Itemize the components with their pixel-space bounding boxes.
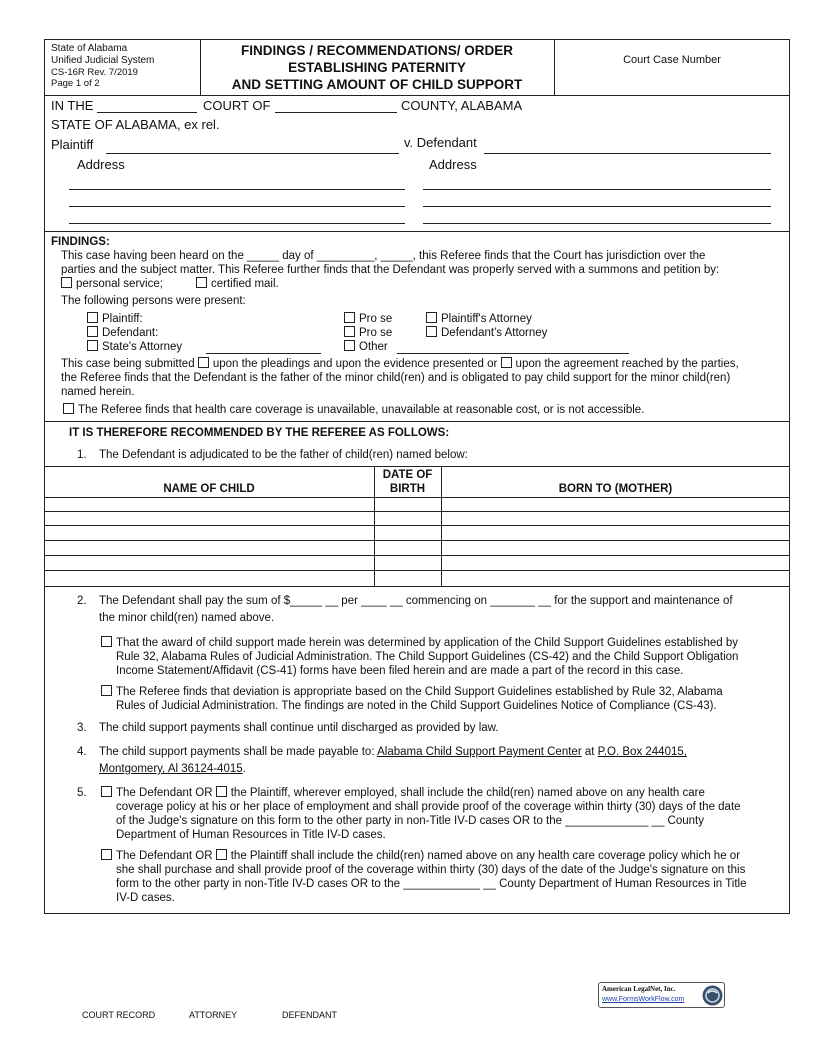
employer-coverage-option — [101, 786, 705, 800]
item-number: 2. — [77, 595, 87, 607]
option-line: The Referee finds that deviation is appropriate based on the Child Support Guidelines established by Rule 32, Alabama — [116, 686, 723, 698]
court-of-label: COURT OF — [203, 98, 271, 113]
recommendations-heading: IT IS THEREFORE RECOMMENDED BY THE REFEREE AS FOLLOWS: — [69, 427, 450, 439]
item-2-text: the minor child(ren) named above. — [99, 612, 275, 624]
system-label: Unified Judicial System — [51, 55, 155, 66]
defendant-name-field[interactable] — [484, 153, 771, 154]
item-number: 3. — [77, 722, 87, 734]
option-text: the Plaintiff, wherever employed, shall include the child(ren) named above on any health care — [230, 787, 705, 799]
item-2-text: The Defendant shall pay the sum of $_____ __ per ____ __ commencing on _______ __ for the support and maintenance of — [99, 595, 733, 607]
option-line: coverage policy at his or her place of employment and shall provide proof of the coverage within thirty (30) days of the date — [116, 801, 741, 813]
table-bottom-border — [44, 586, 790, 587]
defendants-attorney-option[interactable] — [426, 326, 547, 340]
option-line: That the award of child support made herein was determined by application of the Child Support Guidelines established by — [116, 637, 739, 649]
checkbox[interactable] — [63, 403, 74, 414]
item-number: 5. — [77, 787, 87, 799]
table-row[interactable] — [44, 540, 790, 541]
logo-website[interactable]: www.FormsWorkFlow.com — [602, 996, 685, 1003]
defendant-present-option[interactable] — [87, 326, 158, 340]
county-label: COUNTY, ALABAMA — [401, 98, 523, 113]
option-line: Rules of Judicial Administration. The findings are noted in the Child Support Guidelines Notice of Compliance (CS-43). — [116, 700, 717, 712]
findings-heading: FINDINGS: — [51, 236, 110, 248]
item-4-text — [99, 745, 687, 759]
checkbox[interactable] — [426, 312, 437, 323]
checkbox[interactable] — [101, 685, 112, 696]
item-3-text: The child support payments shall continue until discharged as provided by law. — [99, 722, 499, 734]
date-of-birth-header — [374, 468, 441, 496]
option-text: The Defendant OR — [116, 787, 213, 799]
purchased-coverage-option — [101, 849, 740, 863]
option-label: Pro se — [359, 327, 393, 339]
health-coverage-option[interactable] — [63, 403, 644, 417]
checkbox[interactable] — [426, 326, 437, 337]
checkbox[interactable] — [101, 636, 112, 647]
submitted-text: upon the agreement reached by the parties, — [515, 358, 739, 370]
court-type-field[interactable] — [97, 112, 197, 113]
plaintiff-checkbox[interactable] — [216, 849, 227, 860]
name-of-child-header: NAME OF CHILD — [163, 483, 255, 495]
title-line: FINDINGS / RECOMMENDATIONS/ ORDER — [240, 43, 513, 58]
defendant-address-line[interactable] — [423, 223, 771, 224]
option-text: The Defendant OR — [116, 850, 213, 862]
divider — [44, 231, 790, 232]
checkbox[interactable] — [344, 312, 355, 323]
checkbox[interactable] — [87, 312, 98, 323]
table-row[interactable] — [44, 511, 790, 512]
checkbox[interactable] — [61, 277, 72, 288]
table-row[interactable] — [44, 525, 790, 526]
option-line: IV-D cases. — [116, 892, 175, 904]
submitted-line — [61, 357, 739, 371]
plaintiff-address-line[interactable] — [69, 223, 405, 224]
option-text: the Plaintiff shall include the child(ren) named above on any health care coverage policy which he or — [230, 850, 741, 862]
table-row[interactable] — [44, 555, 790, 556]
deviation-checkbox[interactable] — [101, 685, 116, 698]
findings-text: parties and the subject matter. This Referee further finds that the Defendant was properly served with a summons and petition by: — [61, 264, 720, 276]
divider — [44, 421, 790, 422]
divider — [554, 39, 555, 96]
states-attorney-name-field[interactable] — [206, 353, 321, 354]
option-line: she shall purchase and shall provide proof of the coverage within thirty (30) days of the date of the Judge's signature on this — [116, 864, 746, 876]
table-top-border — [44, 466, 790, 467]
defendant-address-line[interactable] — [423, 189, 771, 190]
defendant-address-line[interactable] — [423, 206, 771, 207]
guidelines-checkbox[interactable] — [101, 636, 116, 649]
court-name-field[interactable] — [275, 112, 397, 113]
option-line: form to the other party in non-Title IV-D cases OR to the ____________ __ County Department of Human Resources in Title — [116, 878, 747, 890]
plaintiffs-attorney-option[interactable] — [426, 312, 532, 326]
option-label: Pro se — [359, 313, 393, 325]
option-label: Other — [359, 341, 388, 353]
checkbox[interactable] — [196, 277, 207, 288]
option-line: Department of Human Resources in Title IV-D cases. — [116, 829, 386, 841]
item-4-at: at — [584, 746, 595, 758]
option-label: The Referee finds that health care coverage is unavailable, unavailable at reasonable cost, or is not accessible. — [78, 404, 645, 416]
born-to-mother-header: BORN TO (MOTHER) — [558, 483, 673, 495]
item-number: 4. — [77, 746, 87, 758]
plaintiff-label: Plaintiff — [51, 137, 94, 152]
checkbox[interactable] — [344, 340, 355, 351]
guidelines-option-text — [116, 636, 781, 678]
payee-address: P.O. Box 244015, — [597, 746, 687, 758]
publisher-logo — [598, 982, 725, 1008]
title-line: ESTABLISHING PATERNITY — [288, 60, 466, 75]
item-number: 1. — [77, 449, 87, 461]
globe-icon — [701, 984, 724, 1007]
table-row[interactable] — [44, 570, 790, 571]
checkbox[interactable] — [344, 326, 355, 337]
present-label: The following persons were present: — [61, 295, 246, 307]
defendant-checkbox[interactable] — [101, 849, 112, 860]
payee-name: Alabama Child Support Payment Center — [377, 746, 582, 758]
item-4-lead: The child support payments shall be made payable to: — [99, 746, 375, 758]
payee-city: Montgomery, Al 36124-4015 — [99, 763, 243, 775]
option-line: of the Judge's signature on this form to the other party in non-Title IV-D cases OR to the _____________ __ County — [116, 815, 704, 827]
v-defendant-label: v. Defendant — [404, 135, 477, 150]
plaintiff-address-line[interactable] — [69, 206, 405, 207]
findings-text: the Referee finds that the Defendant is the father of the minor child(ren) and is obligated to pay child support for the minor child(ren) — [61, 372, 731, 384]
option-label: certified mail. — [211, 278, 279, 290]
employer-coverage-text — [116, 800, 786, 842]
plaintiff-checkbox[interactable] — [216, 786, 227, 797]
plaintiff-address-line[interactable] — [69, 189, 405, 190]
item-1-text: The Defendant is adjudicated to be the father of child(ren) named below: — [99, 449, 468, 461]
plaintiff-pro-se-option[interactable] — [344, 312, 392, 326]
submitted-text: upon the pleadings and upon the evidence presented or — [212, 358, 498, 370]
logo-company: American LegalNet, Inc. — [602, 985, 676, 993]
deviation-option-text — [116, 685, 781, 713]
header-line: DATE OF — [382, 469, 433, 481]
plaintiff-present-option[interactable] — [87, 312, 143, 326]
item-4-end: . — [242, 763, 246, 775]
other-option[interactable] — [344, 340, 388, 354]
in-the-label: IN THE — [51, 98, 94, 113]
page-number: Page 1 of 2 — [51, 78, 100, 89]
defendant-checkbox[interactable] — [101, 786, 112, 797]
findings-text: This case having been heard on the _____ day of _________, _____, this Referee finds that the Court has jurisdiction over the — [61, 250, 706, 262]
item-4-text — [99, 762, 246, 776]
state-ex-rel-label: STATE OF ALABAMA, ex rel. — [51, 117, 220, 132]
findings-text: named herein. — [61, 386, 135, 398]
option-label: Plaintiff: — [102, 313, 143, 325]
option-label: Plaintiff's Attorney — [441, 313, 532, 325]
agreement-checkbox[interactable] — [501, 357, 512, 368]
states-attorney-option[interactable] — [87, 340, 182, 354]
other-name-field[interactable] — [397, 353, 629, 354]
certified-mail-option[interactable] — [196, 277, 279, 291]
personal-service-option[interactable] — [61, 277, 163, 291]
distribution-defendant: DEFENDANT — [282, 1010, 338, 1020]
table-row[interactable] — [44, 497, 790, 498]
form-title — [200, 42, 554, 93]
option-line: Income Statement/Affidavit (CS-41) forms have been filed herein and are made a part of the record in this case. — [116, 665, 684, 677]
checkbox[interactable] — [87, 340, 98, 351]
distribution-attorney: ATTORNEY — [189, 1010, 238, 1020]
case-number-label: Court Case Number — [623, 54, 721, 66]
state-label: State of Alabama — [51, 43, 128, 54]
form-number: CS-16R Rev. 7/2019 — [51, 67, 138, 78]
purchased-coverage-text — [116, 863, 786, 905]
defendant-address-label: Address — [429, 157, 477, 172]
option-line: Rule 32, Alabama Rules of Judicial Administration. The Child Support Guidelines (CS-42) and the Child Support Obligation — [116, 651, 739, 663]
option-label: Defendant's Attorney — [441, 327, 548, 339]
pleadings-checkbox[interactable] — [198, 357, 209, 368]
plaintiff-name-field[interactable] — [106, 153, 399, 154]
defendant-pro-se-option[interactable] — [344, 326, 392, 340]
plaintiff-address-label: Address — [77, 157, 125, 172]
option-label: personal service; — [76, 278, 163, 290]
checkbox[interactable] — [87, 326, 98, 337]
option-label: Defendant: — [102, 327, 159, 339]
title-line: AND SETTING AMOUNT OF CHILD SUPPORT — [231, 77, 523, 92]
header-line: BIRTH — [389, 483, 426, 495]
submitted-text: This case being submitted — [61, 358, 195, 370]
option-label: State's Attorney — [102, 341, 183, 353]
distribution-court-record: COURT RECORD — [82, 1010, 156, 1020]
